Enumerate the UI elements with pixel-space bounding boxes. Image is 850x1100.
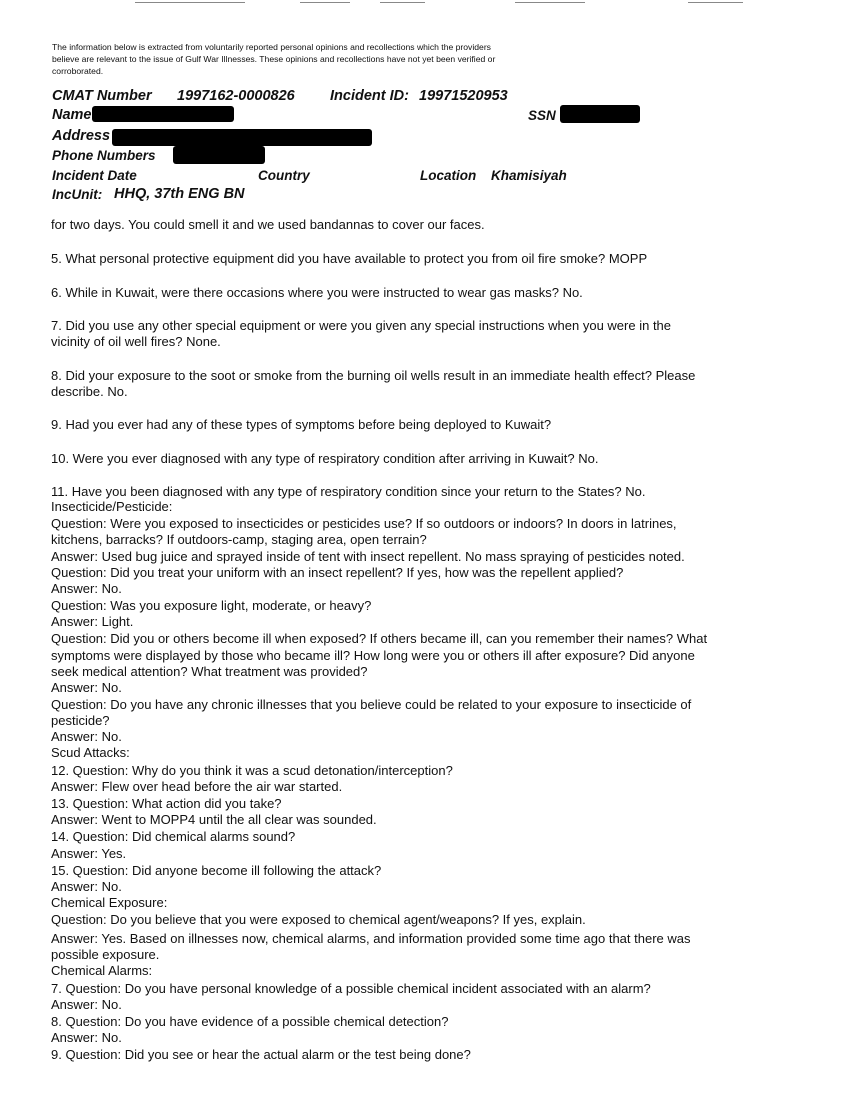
body-line: 7. Did you use any other special equipment or were you given any special instructions when you were in the <box>51 318 672 333</box>
body-line: 14. Question: Did chemical alarms sound? <box>51 829 296 844</box>
body-line: 9. Had you ever had any of these types of symptoms before being deployed to Kuwait? <box>51 417 552 432</box>
body-line: Answer: Flew over head before the air war started. <box>51 779 343 794</box>
location-value: Khamisiyah <box>491 168 567 183</box>
body-line: 6. While in Kuwait, were there occasions where you were instructed to wear gas masks? No. <box>51 285 583 300</box>
body-line: Answer: Yes. <box>51 846 127 861</box>
body-line: Answer: Used bug juice and sprayed inside of tent with insect repellent. No mass spraying of pesticides noted. <box>51 549 685 564</box>
body-line: Answer: No. <box>51 879 122 894</box>
incident-id-value: 19971520953 <box>419 88 508 104</box>
country-label: Country <box>258 168 310 183</box>
body-line: Answer: No. <box>51 729 122 744</box>
cmat-label: CMAT Number <box>52 88 152 104</box>
address-redaction <box>112 129 372 146</box>
body-line: 5. What personal protective equipment did you have available to protect you from oil fire smoke? MOPP <box>51 251 648 266</box>
disclaimer-line: believe are relevant to the issue of Gulf War Illnesses. These opinions and recollections have not yet been verified or <box>52 54 496 65</box>
scan-line <box>135 2 245 3</box>
body-line: 15. Question: Did anyone become ill following the attack? <box>51 863 382 878</box>
incunit-value: HHQ, 37th ENG BN <box>114 186 245 202</box>
body-line: 8. Question: Do you have evidence of a possible chemical detection? <box>51 1014 449 1029</box>
body-line: Answer: Yes. Based on illnesses now, chemical alarms, and information provided some time ago that there was <box>51 931 691 946</box>
body-line: Chemical Alarms: <box>51 963 153 978</box>
body-line: describe. No. <box>51 384 128 399</box>
phone-redaction <box>173 146 265 164</box>
body-line: seek medical attention? What treatment was provided? <box>51 664 368 679</box>
phone-label: Phone Numbers <box>52 148 156 163</box>
body-line: Question: Was you exposure light, moderate, or heavy? <box>51 598 372 613</box>
body-line: possible exposure. <box>51 947 160 962</box>
body-line: 9. Question: Did you see or hear the actual alarm or the test being done? <box>51 1047 471 1062</box>
body-line: Answer: Went to MOPP4 until the all clear was sounded. <box>51 812 377 827</box>
body-line: 12. Question: Why do you think it was a scud detonation/interception? <box>51 763 453 778</box>
address-label: Address <box>52 128 111 144</box>
body-line: Question: Do you believe that you were exposed to chemical agent/weapons? If yes, explain. <box>51 912 586 927</box>
disclaimer-line: The information below is extracted from voluntarily reported personal opinions and recollections which the providers <box>52 42 491 52</box>
cmat-value: 1997162-0000826 <box>177 88 295 104</box>
body-line: Question: Did you treat your uniform with an insect repellent? If yes, how was the repellent applied? <box>51 565 624 580</box>
body-line: Question: Did you or others become ill when exposed? If others became ill, can you remember their names? What <box>51 631 708 646</box>
scan-line <box>688 2 743 3</box>
name-label: Name <box>52 107 92 123</box>
body-line: Question: Do you have any chronic illnesses that you believe could be related to your exposure to insecticide of <box>51 697 692 712</box>
name-redaction <box>92 106 234 122</box>
body-line: Scud Attacks: <box>51 745 130 760</box>
ssn-label: SSN <box>528 108 556 123</box>
body-line: Answer: No. <box>51 680 122 695</box>
incident-id-label: Incident ID: <box>330 88 409 104</box>
scan-line <box>380 2 425 3</box>
disclaimer-line: corroborated. <box>52 66 104 77</box>
body-line: 10. Were you ever diagnosed with any type of respiratory condition after arriving in Kuwait? No. <box>51 451 599 466</box>
location-label: Location <box>420 168 477 183</box>
body-line: Question: Were you exposed to insecticides or pesticides use? If so outdoors or indoors? In doors in latrines, <box>51 516 677 531</box>
incunit-label: IncUnit: <box>52 187 103 202</box>
scan-line <box>515 2 585 3</box>
body-line: Answer: No. <box>51 581 122 596</box>
body-line: symptoms were displayed by those who became ill? How long were you or others ill after exposure? Did anyone <box>51 648 695 663</box>
body-line: Chemical Exposure: <box>51 895 168 910</box>
body-line: 7. Question: Do you have personal knowledge of a possible chemical incident associated with an alarm? <box>51 981 651 996</box>
incident-date-label: Incident Date <box>52 168 137 183</box>
body-line: Insecticide/Pesticide: <box>51 499 173 514</box>
disclaimer <box>52 41 572 78</box>
scan-line <box>300 2 350 3</box>
ssn-redaction <box>560 105 640 123</box>
body-line: 11. Have you been diagnosed with any type of respiratory condition since your return to the States? No. <box>51 484 646 499</box>
body-line: Answer: Light. <box>51 614 134 629</box>
body-line: 13. Question: What action did you take? <box>51 796 282 811</box>
body-line: Answer: No. <box>51 997 122 1012</box>
body-line: 8. Did your exposure to the soot or smoke from the burning oil wells result in an immediate health effect? Please <box>51 368 696 383</box>
body-line: pesticide? <box>51 713 110 728</box>
body-line: vicinity of oil well fires? None. <box>51 334 221 349</box>
body-line: Answer: No. <box>51 1030 122 1045</box>
body-line: kitchens, barracks? If outdoors-camp, staging area, open terrain? <box>51 532 427 547</box>
body-line: for two days. You could smell it and we used bandannas to cover our faces. <box>51 217 485 232</box>
